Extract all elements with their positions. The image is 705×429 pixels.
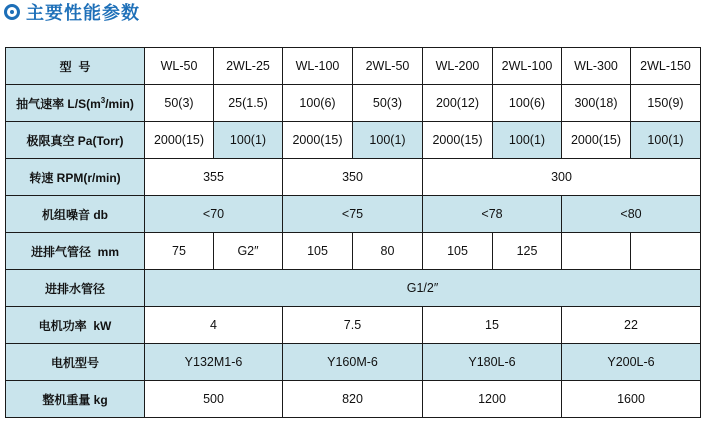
cell-power-2: 7.5 [283,307,423,344]
cell-model-3: WL-100 [283,48,353,85]
row-power [6,307,701,344]
cell-noise-3: <78 [423,196,562,233]
row-speed [6,85,701,122]
cell-model-8: 2WL-150 [631,48,701,85]
cell-power-4: 22 [562,307,701,344]
cell-motor-2: Y160M-6 [283,344,423,381]
cell-vacuum-2: 100(1) [214,122,283,159]
row-water-pipe [6,270,701,307]
cell-speed-3: 100(6) [283,85,353,122]
cell-weight-4: 1600 [562,381,701,418]
cell-gas-pipe-3: 105 [283,233,353,270]
cell-vacuum-7: 2000(15) [562,122,631,159]
row-label-weight: 整机重量 kg [6,381,145,418]
cell-rpm-2: 350 [283,159,423,196]
cell-weight-1: 500 [145,381,283,418]
cell-speed-2: 25(1.5) [214,85,283,122]
cell-gas-pipe-2: G2″ [214,233,283,270]
cell-speed-8: 150(9) [631,85,701,122]
cell-model-1: WL-50 [145,48,214,85]
cell-model-5: WL-200 [423,48,493,85]
cell-model-6: 2WL-100 [493,48,562,85]
cell-noise-1: <70 [145,196,283,233]
cell-vacuum-5: 2000(15) [423,122,493,159]
row-noise [6,196,701,233]
cell-weight-2: 820 [283,381,423,418]
cell-rpm-1: 355 [145,159,283,196]
cell-power-1: 4 [145,307,283,344]
speed-label-sup: 3 [100,95,106,105]
cell-vacuum-1: 2000(15) [145,122,214,159]
row-label-water-pipe: 进排水管径 [6,270,145,307]
row-vacuum [6,122,701,159]
cell-model-4: 2WL-50 [353,48,423,85]
cell-speed-6: 100(6) [493,85,562,122]
cell-power-3: 15 [423,307,562,344]
cell-motor-3: Y180L-6 [423,344,562,381]
cell-speed-1: 50(3) [145,85,214,122]
speed-label-post: /min) [105,96,134,111]
cell-noise-2: <75 [283,196,423,233]
cell-noise-4: <80 [562,196,701,233]
cell-vacuum-6: 100(1) [493,122,562,159]
row-rpm [6,159,701,196]
speed-label-pre: 抽气速率 L/S(m [16,96,101,111]
cell-gas-pipe-8 [631,233,701,270]
cell-speed-4: 50(3) [353,85,423,122]
cell-gas-pipe-5: 105 [423,233,493,270]
row-label-noise: 机组噪音 db [6,196,145,233]
row-label-speed [6,85,145,122]
cell-model-2: 2WL-25 [214,48,283,85]
cell-speed-7: 300(18) [562,85,631,122]
cell-weight-3: 1200 [423,381,562,418]
cell-water-pipe: G1/2″ [145,270,701,307]
row-label-motor: 电机型号 [6,344,145,381]
row-label-power: 电机功率 kW [6,307,145,344]
cell-gas-pipe-1: 75 [145,233,214,270]
cell-motor-4: Y200L-6 [562,344,701,381]
cell-vacuum-8: 100(1) [631,122,701,159]
cell-vacuum-3: 2000(15) [283,122,353,159]
row-model [6,48,701,85]
cell-vacuum-4: 100(1) [353,122,423,159]
row-label-model: 型 号 [6,48,145,85]
section-title [4,1,140,23]
row-label-gas-pipe: 进排气管径 mm [6,233,145,270]
cell-motor-1: Y132M1-6 [145,344,283,381]
cell-gas-pipe-6: 125 [493,233,562,270]
cell-model-7: WL-300 [562,48,631,85]
cell-speed-5: 200(12) [423,85,493,122]
row-label-vacuum: 极限真空 Pa(Torr) [6,122,145,159]
cell-gas-pipe-7 [562,233,631,270]
row-motor [6,344,701,381]
spec-table [5,47,701,418]
row-weight [6,381,701,418]
cell-rpm-3: 300 [423,159,701,196]
section-title-text: 主要性能参数 [26,3,140,24]
cell-gas-pipe-4: 80 [353,233,423,270]
circle-bullet-icon [4,4,20,20]
row-label-rpm: 转速 RPM(r/min) [6,159,145,196]
row-gas-pipe [6,233,701,270]
